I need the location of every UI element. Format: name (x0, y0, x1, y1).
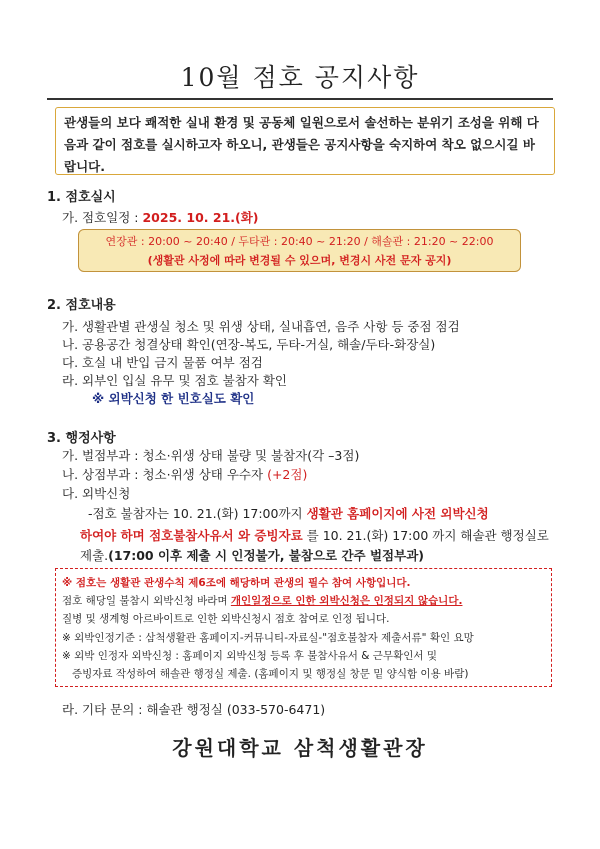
outing-para-line3 (80, 546, 560, 564)
outing-para-e: 제출. (80, 548, 109, 563)
notice-box (55, 568, 552, 687)
outing-para-f: (17:00 이후 제출 시 인정불가, 불참으로 간주 벌점부과) (108, 548, 424, 563)
contact-line: 라. 기타 문의 : 해솔관 행정실 (033-570-6471) (62, 702, 326, 717)
outing-line: 다. 외박신청 (62, 486, 131, 501)
merit-text: 나. 상점부과 : 청소·위생 상태 우수자 (62, 467, 268, 482)
list-item: 다. 호실 내 반입 금지 물품 여부 점검 (62, 355, 263, 370)
section3-heading: 3. 행정사항 (47, 431, 116, 446)
schedule-note: (생활관 사정에 따라 변경될 수 있으며, 변경시 사전 문자 공지) (147, 254, 452, 267)
issuer-signature: 강원대학교 삼척생활관장 (172, 736, 428, 760)
notice-line: 증빙자료 작성하여 해솔관 행정실 제출. (홈페이지 및 행정실 창문 밑 양식함 이용 바람) (72, 668, 469, 681)
notice-warning: 개인일정으로 인한 외박신청은 인정되지 않습니다. (230, 595, 463, 608)
outing-para-line2 (80, 526, 560, 544)
outing-para-a: -점호 불참자는 10. 21.(화) 17:00까지 (88, 506, 307, 521)
intro-box (55, 107, 555, 175)
intro-text: 관생들의 보다 쾌적한 실내 환경 및 공동체 일원으로서 솔선하는 분위기 조성을 위해 다음과 같이 점호를 실시하고자 하오니, 관생들은 공지사항을 숙지하여 착오 없으시길 바랍니다. (64, 115, 539, 174)
notice-line: ※ 점호는 생활관 관생수칙 제6조에 해당하며 관생의 필수 참여 사항입니다. (62, 577, 411, 589)
page-title: 10월 점호 공지사항 (180, 63, 420, 92)
merit-value: (+2점) (267, 467, 308, 482)
outing-para-c: 하여야 하며 점호불참사유서 와 증빙자료 (80, 528, 303, 543)
section1-heading: 1. 점호실시 (47, 190, 116, 205)
schedule-box (78, 229, 521, 272)
outing-para-line1 (88, 504, 558, 522)
empty-room-note: ※ 외박신청 한 빈호실도 확인 (92, 391, 255, 406)
section2-heading: 2. 점호내용 (47, 298, 116, 313)
title-divider (47, 98, 553, 100)
notice-line: ※ 외박인정기준 : 삼척생활관 홈페이지-커뮤니티-자료실-"점호불참자 제출서류" 확인 요망 (62, 631, 474, 644)
notice-line: 질병 및 생계형 아르바이트로 인한 외박신청시 점호 참여로 인정 됩니다. (62, 613, 390, 626)
notice-line (62, 592, 545, 610)
outing-para-b: 생활관 홈페이지에 사전 외박신청 (306, 506, 489, 521)
schedule-times: 연장관 : 20:00 ~ 20:40 / 두타관 : 20:40 ~ 21:20 / 해솔관 : 21:20 ~ 22:00 (105, 235, 494, 248)
list-item: 가. 생활관별 관생실 청소 및 위생 상태, 실내흡연, 음주 사항 등 중점 점검 (62, 319, 460, 334)
penalty-line: 가. 벌점부과 : 청소·위생 상태 불량 및 불참자(각 –3점) (62, 448, 360, 463)
outing-para-d: 를 10. 21.(화) 17:00 까지 해솔관 행정실로 (302, 528, 549, 543)
list-item: 라. 외부인 입실 유무 및 점호 불참자 확인 (62, 373, 287, 388)
schedule-date-value: 2025. 10. 21.(화) (142, 210, 259, 225)
notice-text: 점호 해당일 불참시 외박신청 바라며 (62, 595, 231, 608)
notice-line: ※ 외박 인정자 외박신청 : 홈페이지 외박신청 등록 후 불참사유서 & 근무확인서 및 (62, 649, 438, 662)
schedule-date-label: 가. 점호일정 : (62, 210, 143, 225)
schedule-date-row (62, 208, 259, 226)
merit-line (62, 465, 307, 483)
list-item: 나. 공용공간 청결상태 확인(연장-복도, 두타-거실, 해솔/두타-화장실) (62, 337, 436, 352)
